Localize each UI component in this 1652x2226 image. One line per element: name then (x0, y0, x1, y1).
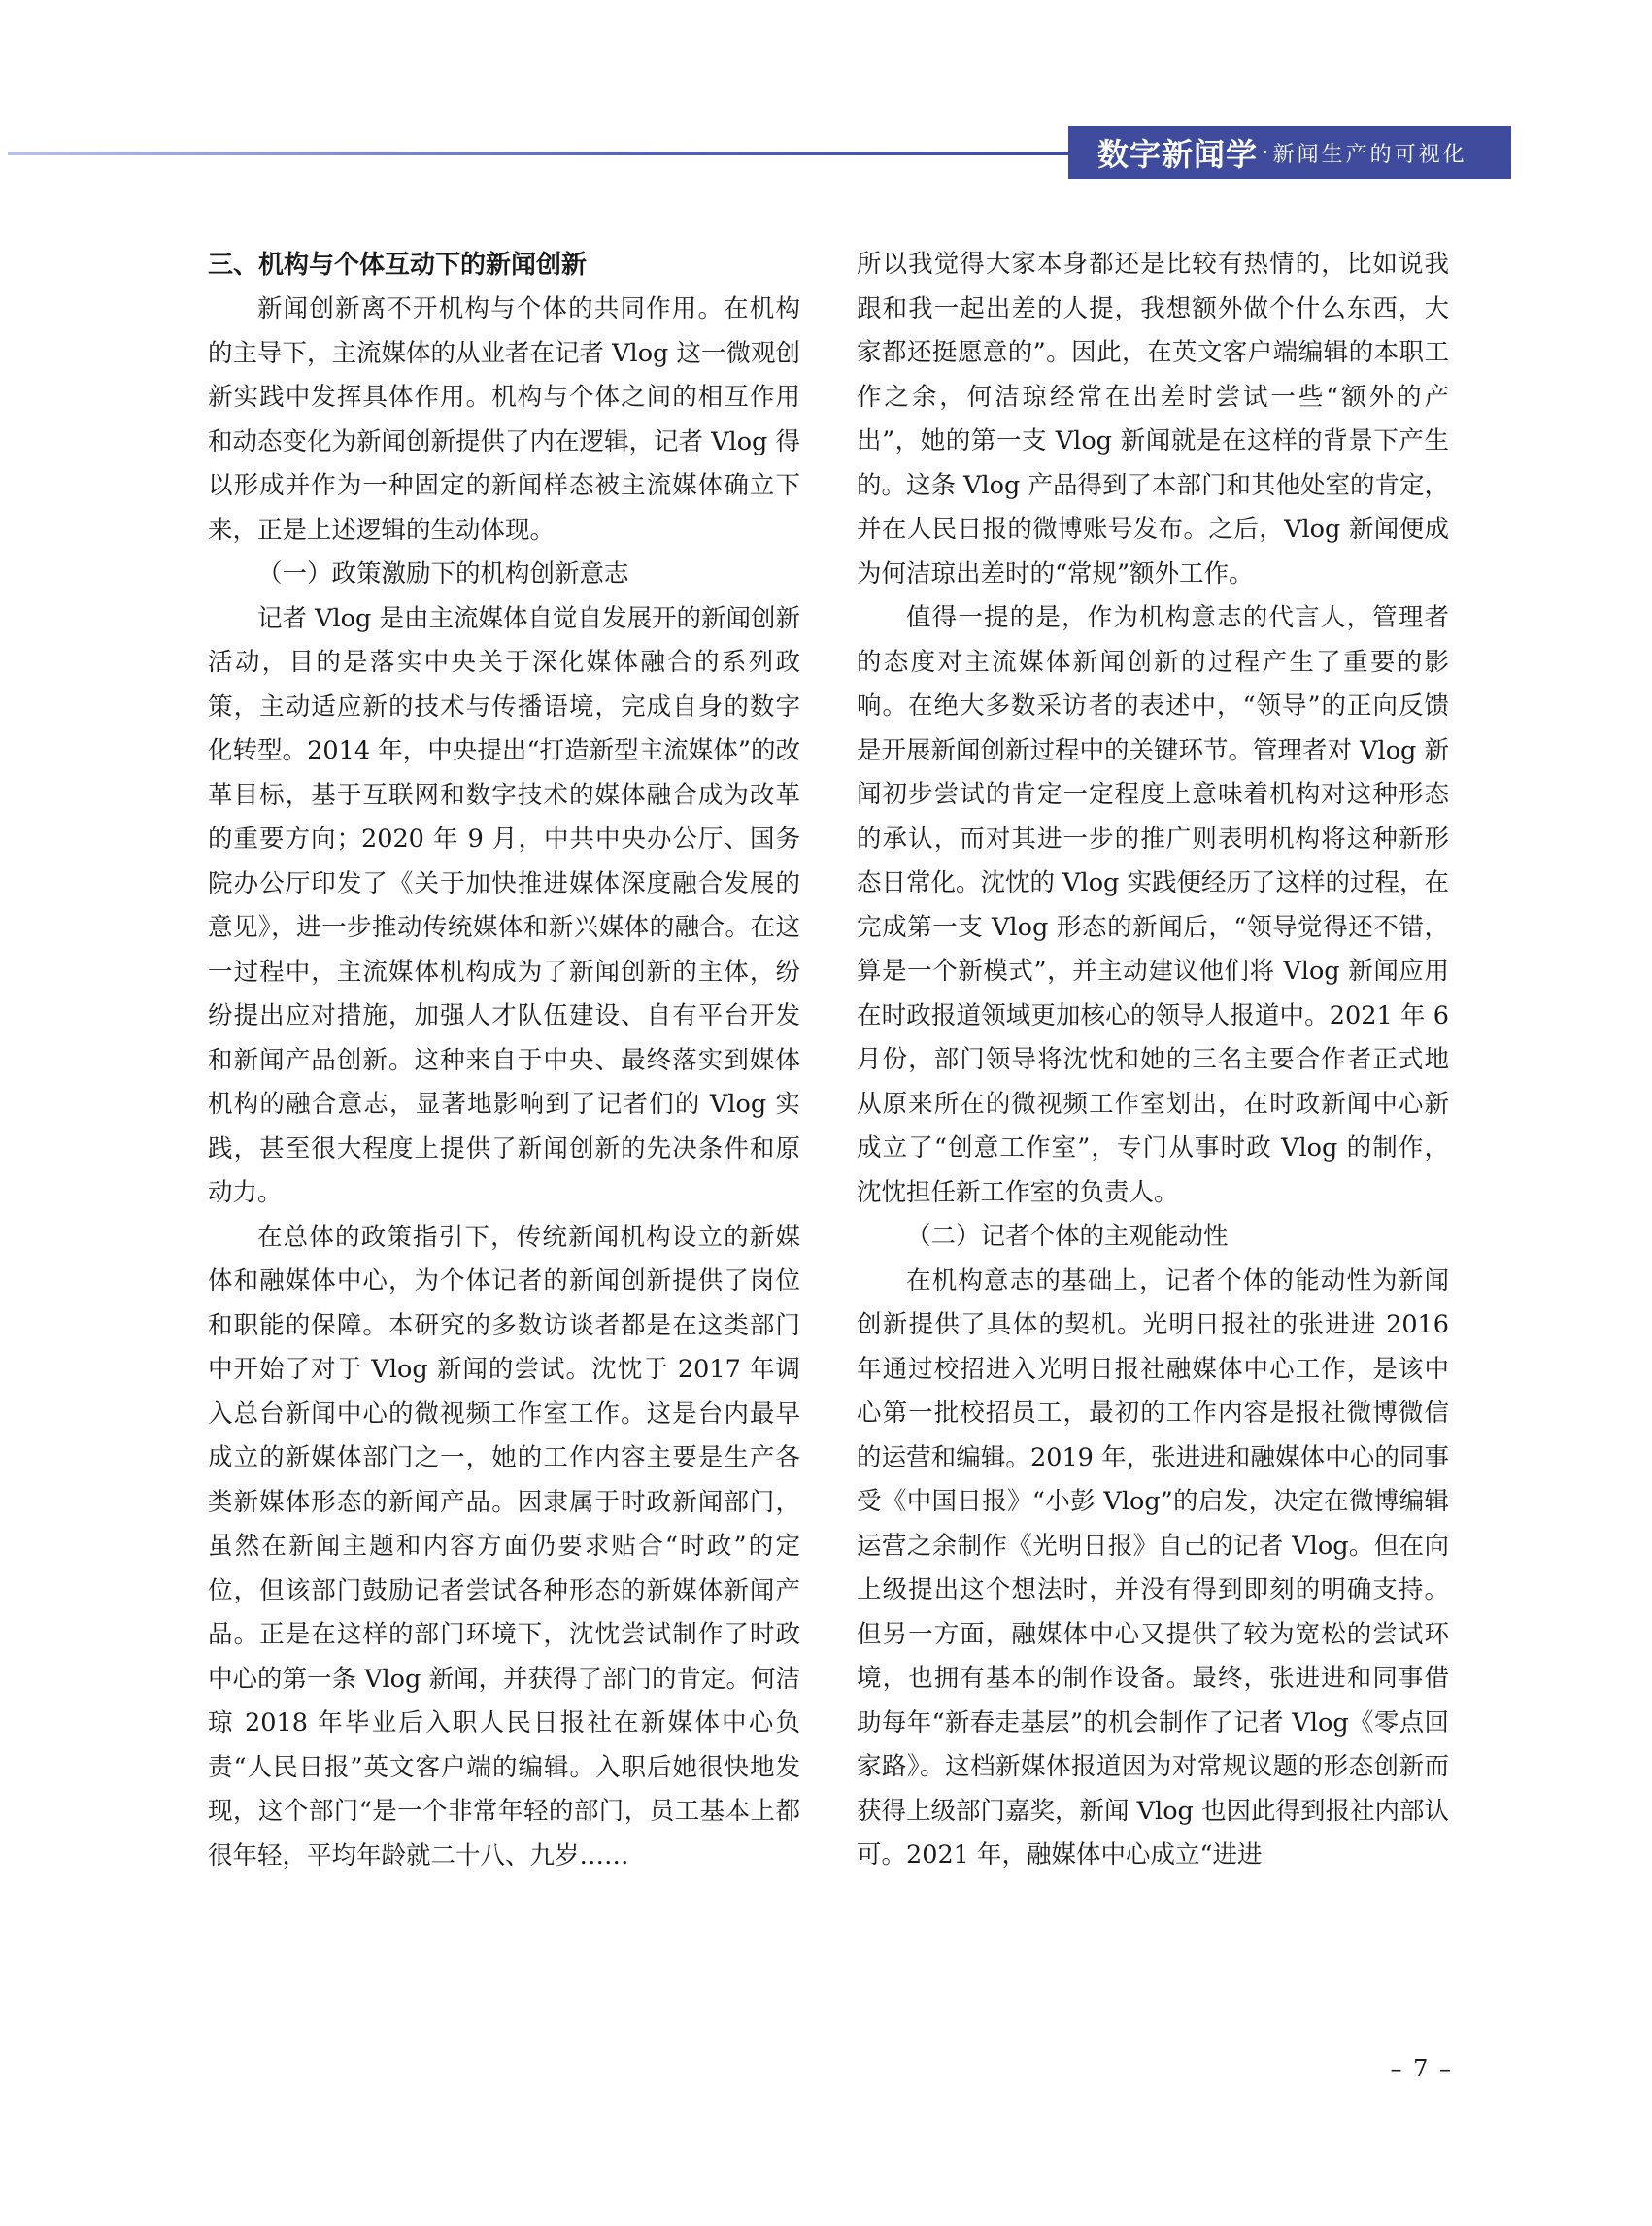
paragraph: 值得一提的是，作为机构意志的代言人，管理者的态度对主流媒体新闻创新的过程产生了重要的影响。在绝大多数采访者的表述中，“领导”的正向反馈是开展新闻创新过程中的关键环节。管理者对 Vlog 新闻初步尝试的肯定一定程度上意味着机构对这种形态的承认，而对其进一步的推广则表明机构将这种新形态日常化。沈忱的 Vlog 实践便经历了这样的过程，在完成第一支 Vlog 形态的新闻后，“领导觉得还不错，算是一个新模式”，并主动建议他们将 Vlog 新闻应用在时政报道领域更加核心的领导人报道中。2021 年 6 月份，部门领导将沈忱和她的三名主要合作者正式地从原来所在的微视频工作室划出，在时政新闻中心新成立了“创意工作室”，专门从事时政 Vlog 的制作，沈忱担任新工作室的负责人。 (857, 603, 1449, 1207)
subsection-heading: （二）记者个体的主观能动性 (906, 1222, 1229, 1251)
paragraph: 记者 Vlog 是由主流媒体自觉自发展开的新闻创新活动，目的是落实中央关于深化媒体融合的系列政策，主动适应新的技术与传播语境，完成自身的数字化转型。2014 年，中央提出“打造新型主流媒体”的改革目标，基于互联网和数字技术的媒体融合成为改革的重要方向；2020 年 9 月，中共中央办公厅、国务院办公厅印发了《关于加快推进媒体深度融合发展的意见》，进一步推动传统媒体和新兴媒体的融合。在这一过程中，主流媒体机构成为了新闻创新的主体，纷纷提出应对措施，加强人才队伍建设、自有平台开发和新闻产品创新。这种来自于中央、最终落实到媒体机构的融合意志，显著地影响到了记者们的 Vlog 实践，甚至很大程度上提供了新闻创新的先决条件和原动力。 (208, 603, 800, 1207)
paragraph: 新闻创新离不开机构与个体的共同作用。在机构的主导下，主流媒体的从业者在记者 Vlog 这一微观创新实践中发挥具体作用。机构与个体之间的相互作用和动态变化为新闻创新提供了内在逻辑，记者 Vlog 得以形成并作为一种固定的新闻样态被主流媒体确立下来，正是上述逻辑的生动体现。 (208, 294, 800, 545)
header-rule (8, 152, 1076, 155)
section-subtitle: 新闻生产的可视化 (1272, 142, 1467, 167)
header-separator: · (1262, 139, 1269, 166)
paragraph: 在总体的政策指引下，传统新闻机构设立的新媒体和融媒体中心，为个体记者的新闻创新提供了岗位和职能的保障。本研究的多数访谈者都是在这类部门中开始了对于 Vlog 新闻的尝试。沈忱于 2017 年调入总台新闻中心的微视频工作室工作。这是台内最早成立的新媒体部门之一，她的工作内容主要是生产各类新媒体形态的新闻产品。因隶属于时政新闻部门，虽然在新闻主题和内容方面仍要求贴合“时政”的定位，但该部门鼓励记者尝试各种形态的新媒体新闻产品。正是在这样的部门环境下，沈忱尝试制作了时政中心的第一条 Vlog 新闻，并获得了部门的肯定。何洁琼 2018 年毕业后入职人民日报社在新媒体中心负责“人民日报”英文客户端的编辑。入职后她很快地发现，这个部门“是一个非常年轻的部门，员工基本上都很年轻，平均年龄就二十八、九岁…… (208, 1222, 800, 1871)
subsection-heading: （一）政策激励下的机构创新意志 (257, 559, 629, 589)
journal-name: 数字新闻学 (1097, 136, 1259, 173)
paragraph-continued: 所以我觉得大家本身都还是比较有热情的，比如说我跟和我一起出差的人提，我想额外做个什么东西，大家都还挺愿意的”。因此，在英文客户端编辑的本职工作之余，何洁琼经常在出差时尝试一些“额外的产出”，她的第一支 Vlog 新闻就是在这样的背景下产生的。这条 Vlog 产品得到了本部门和其他处室的肯定，并在人民日报的微博账号发布。之后，Vlog 新闻便成为何洁琼出差时的“常规”额外工作。 (857, 250, 1449, 589)
paragraph: 在机构意志的基础上，记者个体的能动性为新闻创新提供了具体的契机。光明日报社的张进进 2016 年通过校招进入光明日报社融媒体中心工作，是该中心第一批校招员工，最初的工作内容是报社微博微信的运营和编辑。2019 年，张进进和融媒体中心的同事受《中国日报》“小彭 Vlog”的启发，决定在微博编辑运营之余制作《光明日报》自己的记者 Vlog。但在向上级提出这个想法时，并没有得到即刻的明确支持。但另一方面，融媒体中心又提供了较为宽松的尝试环境，也拥有基本的制作设备。最终，张进进和同事借助每年“新春走基层”的机会制作了记者 Vlog《零点回家路》。这档新媒体报道因为对常规议题的形态创新而获得上级部门嘉奖，新闻 Vlog 也因此得到报社内部认可。2021 年，融媒体中心成立“进进 (857, 1265, 1449, 1870)
running-header (1068, 126, 1511, 179)
left-column (208, 243, 800, 1878)
right-column (857, 243, 1449, 1878)
section-heading: 三、机构与个体互动下的新闻创新 (208, 251, 588, 280)
page-number: – 7 – (1390, 2055, 1453, 2082)
